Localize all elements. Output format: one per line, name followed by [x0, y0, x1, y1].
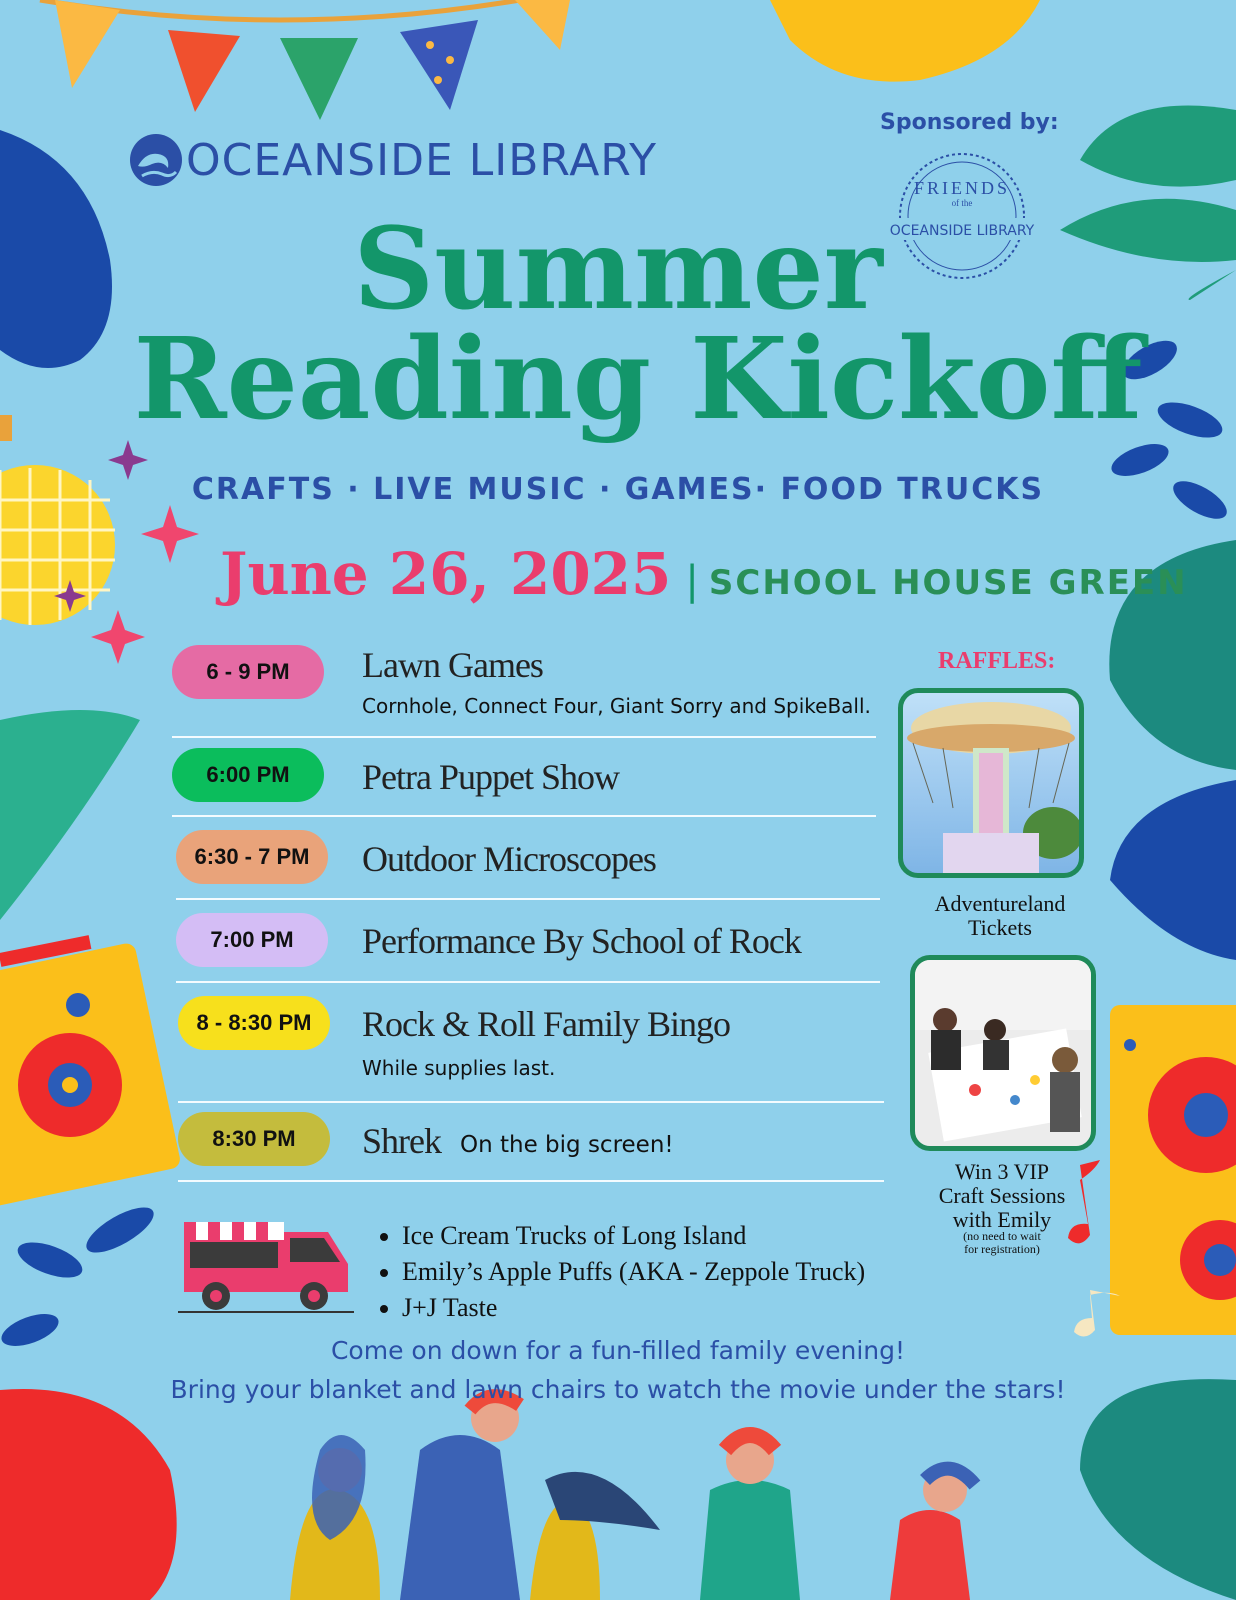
prize2-note1: (no need to wait: [963, 1229, 1041, 1243]
event-title: Shrek: [362, 1121, 441, 1161]
event-title: Outdoor Microscopes: [362, 839, 656, 879]
boombox-left: [0, 942, 182, 1209]
event-detail: On the big screen!: [460, 1132, 674, 1158]
sponsored-by-label: Sponsored by:: [880, 110, 1059, 135]
craft-session-photo: [910, 955, 1096, 1151]
prize2-line1: Win 3 VIP: [954, 1159, 1050, 1184]
blue-branch-left-lower: [0, 1199, 160, 1353]
palm-leaf-left: [0, 710, 140, 920]
divider: [172, 815, 876, 817]
closing-line-1: Come on down for a fun-filled family evening!: [330, 1336, 906, 1365]
food-truck-icon: [178, 1202, 358, 1314]
food-truck-item: • Emily’s Apple Puffs (AKA - Zeppole Truck): [402, 1254, 865, 1290]
teal-leaf-bottom-right: [1080, 1379, 1236, 1600]
event-detail: Cornhole, Connect Four, Giant Sorry and SpikeBall.: [362, 694, 871, 718]
date-separator: |: [685, 558, 699, 604]
seal-top-text: FRIENDS: [913, 178, 1011, 198]
divider: [176, 981, 880, 983]
red-leaf-bottom-left: [0, 1389, 177, 1600]
event-venue: SCHOOL HOUSE GREEN: [708, 563, 1188, 603]
event-title: Performance By School of Rock: [362, 921, 801, 961]
craft-class-image: [915, 960, 1091, 1146]
boombox-right: [1110, 1005, 1236, 1335]
seal-middle-text: of the: [951, 198, 973, 208]
activities-list: CRAFTS · LIVE MUSIC · GAMES· FOOD TRUCKS: [191, 472, 1045, 507]
carousel-ride-photo: [898, 688, 1084, 878]
bunting-flags: [40, 0, 570, 120]
prize2-line2: Craft Sessions: [938, 1183, 1066, 1208]
title-line-2: Reading Kickoff: [133, 314, 1143, 445]
event-date: June 26, 2025: [220, 540, 672, 608]
event-title: Rock & Roll Family Bingo: [362, 1004, 731, 1044]
event-title: Lawn Games: [362, 645, 543, 685]
food-truck-list: [372, 1218, 865, 1326]
time-pill: 6 - 9 PM: [172, 645, 324, 699]
disco-ball: [0, 415, 115, 625]
prize2-line3: with Emily: [952, 1207, 1052, 1232]
raffles-label: RAFFLES:: [938, 648, 1056, 674]
prize1-line2: Tickets: [968, 915, 1032, 940]
food-truck-item: • Ice Cream Trucks of Long Island: [402, 1218, 865, 1254]
yellow-leaf-top: [770, 0, 1040, 82]
library-name: OCEANSIDE LIBRARY: [186, 134, 657, 186]
time-pill: 8 - 8:30 PM: [178, 996, 330, 1050]
divider: [178, 1101, 884, 1103]
event-title: Petra Puppet Show: [362, 757, 619, 797]
date-venue-row: [220, 540, 1188, 608]
prize2-note2: for registration): [964, 1242, 1040, 1256]
swing-ride-image: [903, 693, 1079, 873]
dancing-people-illustration: [290, 1394, 975, 1600]
time-pill: 8:30 PM: [178, 1112, 330, 1166]
food-truck-item: • J+J Taste: [402, 1290, 865, 1326]
divider: [172, 736, 876, 738]
wave-logo-icon: [128, 132, 184, 188]
closing-line-2: Bring your blanket and lawn chairs to watch the movie under the stars!: [170, 1375, 1066, 1404]
prize1-line1: Adventureland: [934, 891, 1066, 916]
seal-band-text: OCEANSIDE LIBRARY: [889, 223, 1035, 239]
divider: [176, 898, 880, 900]
time-pill: 6:30 - 7 PM: [176, 830, 328, 884]
time-pill: 6:00 PM: [172, 748, 324, 802]
library-logo: [128, 132, 657, 188]
title-line-1: Summer: [353, 204, 883, 335]
blue-fern-right: [1110, 780, 1236, 960]
event-detail: While supplies last.: [362, 1056, 556, 1080]
divider: [178, 1180, 884, 1182]
time-pill: 7:00 PM: [176, 913, 328, 967]
